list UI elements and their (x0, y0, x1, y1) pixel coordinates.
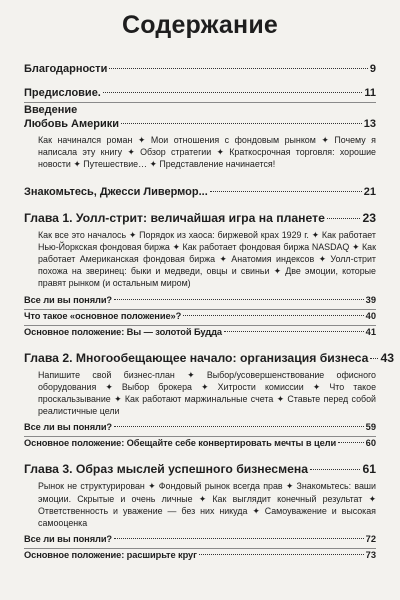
entry-page: 13 (363, 118, 376, 130)
subentry-title: Что такое «основное положение»? (24, 310, 182, 321)
entry-page: 73 (365, 550, 376, 561)
toc-entry-meet-livermore[interactable] (24, 185, 376, 199)
toc-subentry[interactable] (24, 533, 376, 546)
toc-subentry[interactable] (24, 549, 376, 562)
dot-leader (224, 331, 364, 332)
intro-label: Введение (24, 104, 78, 116)
entry-page: 41 (365, 326, 376, 337)
toc-subentry[interactable] (24, 437, 376, 450)
subentry-title: Все ли вы поняли? (24, 294, 113, 305)
toc-subentry[interactable] (24, 310, 376, 323)
chapter-description: Напишите свой бизнес-план ✦ Выбор/усовершенствование офисного оборудования ✦ Выбор брокера ✦ Хитрости комиссии ✦ Что такое проскальзывание ✦ Как работают маржинальные счета ✦ Ставьте перед собой реалистичные цели (38, 369, 376, 417)
dot-leader (370, 358, 378, 359)
toc-entry-acknowledgements[interactable] (24, 62, 376, 76)
toc-subentry[interactable] (24, 326, 376, 339)
entry-title: Предисловие. (24, 87, 101, 99)
entry-description: Как начинался роман ✦ Мои отношения с фондовым рынком ✦ Почему я написала эту книгу ✦ Обзор стратегии ✦ Краткосрочная торговля: хорошие новости ✦ Путешествие… ✦ Представление начинается! (38, 135, 376, 170)
chapter-title: Глава 3. Образ мыслей успешного бизнесмена (24, 462, 309, 477)
chapter-description: Как все это началось ✦ Порядок из хаоса: биржевой крах 1929 г. ✦ Как работает Нью-Йоркская фондовая биржа ✦ Как работает фондовая биржа NASDAQ ✦ Как работает Американская фондовая биржа ✦ Анатомия индексов ✦ Уолл-стрит похожа на зверинец: быки и медведи, овцы и свиньи ✦ Две эмоции, которые правят рынком (и остальным миром) (38, 229, 376, 289)
toc-entry-chapter-3[interactable] (24, 462, 376, 477)
entry-page: 61 (362, 462, 376, 477)
toc-entry-preface[interactable] (24, 86, 376, 100)
dot-leader (310, 469, 360, 470)
chapter-title: Глава 1. Уолл-стрит: величайшая игра на планете (24, 210, 325, 225)
subentry-title: Основное положение: Вы — золотой Будда (24, 326, 222, 337)
entry-page: 11 (364, 87, 376, 99)
subentry-title: Все ли вы поняли? (24, 534, 113, 545)
subentry-title: Все ли вы поняли? (24, 422, 113, 433)
dot-leader (114, 426, 364, 427)
dot-leader (114, 299, 364, 300)
entry-title: Любовь Америки (24, 118, 120, 130)
toc-entry-chapter-1[interactable] (24, 211, 376, 226)
dot-leader (121, 123, 362, 124)
entry-page: 40 (365, 310, 376, 321)
chapter-description: Рынок не структурирован ✦ Фондовый рынок всегда прав ✦ Знакомьтесь: ваши эмоции. Скрытые и очень личные ✦ Как выглядит конечный результат ✦ Ответственность и уважение — без них никуда ✦ Самоуважение и высокая самооценка (38, 481, 376, 529)
dot-leader (210, 191, 362, 192)
dot-leader (103, 92, 362, 93)
toc-subentry[interactable] (24, 294, 376, 307)
toc-subentry[interactable] (24, 421, 376, 434)
chapter-title: Глава 2. Многообещающее начало: организация бизнеса (24, 350, 369, 365)
entry-page: 59 (365, 422, 376, 433)
entry-page: 72 (365, 534, 376, 545)
entry-page: 21 (363, 185, 376, 198)
subentry-title: Основное положение: расширьте круг (24, 550, 197, 561)
entry-page: 9 (369, 63, 376, 75)
dot-leader (114, 538, 364, 539)
dot-leader (183, 315, 363, 316)
dot-leader (109, 68, 368, 69)
entry-page: 43 (380, 350, 395, 365)
entry-title: Благодарности (24, 63, 108, 75)
entry-page: 39 (365, 294, 376, 305)
subentry-title: Основное положение: Обещайте себе конвертировать мечты в цели (24, 438, 337, 449)
toc-entry-introduction[interactable] (24, 117, 376, 131)
toc-entry-chapter-2[interactable] (24, 350, 395, 366)
entry-page: 60 (365, 438, 376, 449)
dot-leader (199, 554, 364, 555)
entry-page: 23 (362, 210, 376, 225)
page-title: Содержание (121, 11, 279, 39)
table-of-contents (24, 62, 395, 562)
dot-leader (338, 442, 364, 443)
entry-title: Знакомьтесь, Джесси Ливермор... (24, 185, 208, 198)
dot-leader (327, 218, 361, 219)
